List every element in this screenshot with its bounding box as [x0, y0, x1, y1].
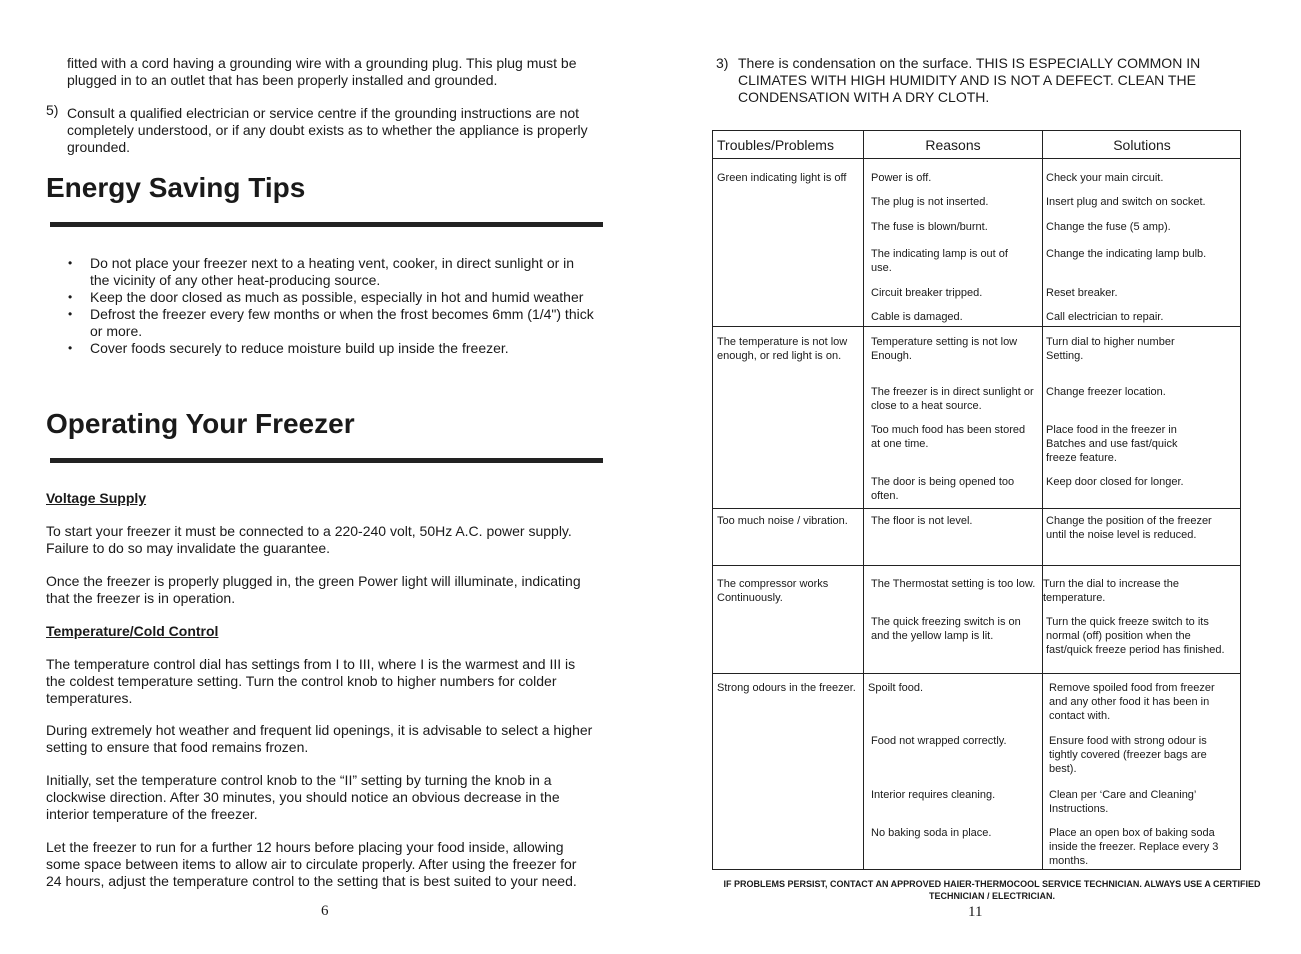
intro-paragraph: fitted with a cord having a grounding wire with a grounding plug. This plug must be plugged in to an outlet that has been properly installed and grounded.: [67, 55, 577, 88]
solution-cell: Reset breaker.: [1046, 287, 1118, 299]
reason-cell: Circuit breaker tripped.: [871, 287, 983, 299]
solution-cell: Clean per ‘Care and Cleaning’ Instructions.: [1049, 789, 1196, 815]
bullet: •: [68, 256, 73, 270]
solution-cell: Remove spoiled food from freezer and any other food it has been in contact with.: [1049, 682, 1215, 722]
solution-cell: Change the position of the freezer until the noise level is reduced.: [1046, 515, 1212, 541]
reason-cell: The fuse is blown/burnt.: [871, 221, 988, 233]
solution-cell: Call electrician to repair.: [1046, 311, 1164, 323]
solution-cell: Change the fuse (5 amp).: [1046, 221, 1171, 233]
solution-cell: Insert plug and switch on socket.: [1046, 196, 1206, 208]
reason-cell: Too much food has been stored at one time.: [871, 424, 1026, 450]
troubleshooting-table: [712, 130, 1241, 870]
list-item: • Cover foods securely to reduce moisture build up inside the freezer.: [68, 340, 509, 356]
solution-cell: Ensure food with strong odour is tightly covered (freezer bags are best).: [1049, 735, 1207, 775]
temperature-control-heading: Temperature/Cold Control: [46, 623, 219, 639]
reason-cell: The door is being opened too often.: [871, 476, 1015, 502]
reason-cell: The floor is not level.: [871, 515, 973, 527]
list-item: • Do not place your freezer next to a heating vent, cooker, in direct sunlight or in the vicinity of any other heat-producing source.: [68, 255, 575, 288]
page-number: 11: [968, 904, 983, 920]
table-divider: [713, 508, 1240, 509]
bullet: •: [68, 341, 73, 355]
reason-cell: Food not wrapped correctly.: [871, 735, 1007, 747]
reason-cell: No baking soda in place.: [871, 827, 992, 839]
heading-rule: [50, 222, 603, 227]
list-number: 3): [716, 55, 729, 71]
solution-cell: Place an open box of baking soda inside the freezer. Replace every 3 months.: [1049, 827, 1219, 867]
reason-cell: Temperature setting is not low Enough.: [871, 336, 1018, 362]
condensation-note: There is condensation on the surface. THIS IS ESPECIALLY COMMON IN CLIMATES WITH HIGH HUMIDITY AND IS NOT A DEFECT. CLEAN THE CONDENSATION WITH A DRY CLOTH.: [738, 55, 1201, 105]
solution-cell: Turn the dial to increase the temperature.: [1043, 578, 1179, 604]
problem-cell: Strong odours in the freezer.: [717, 682, 856, 694]
temperature-paragraph: During extremely hot weather and frequent lid openings, it is advisable to select a higher setting to ensure that food remains frozen.: [46, 722, 593, 755]
list-item: • Keep the door closed as much as possible, especially in hot and humid weather: [68, 289, 584, 305]
solution-cell: Keep door closed for longer.: [1046, 476, 1184, 488]
reason-cell: The freezer is in direct sunlight or close to a heat source.: [871, 386, 1034, 412]
solution-cell: Turn dial to higher number Setting.: [1046, 336, 1175, 362]
problem-cell: Too much noise / vibration.: [717, 515, 848, 527]
column-header-reasons: Reasons: [925, 137, 981, 153]
bullet: •: [68, 307, 73, 321]
list-item: • Defrost the freezer every few months or when the frost becomes 6mm (1/4") thick or more.: [68, 306, 594, 339]
reason-cell: The quick freezing switch is on and the yellow lamp is lit.: [871, 616, 1021, 642]
solution-cell: Turn the quick freeze switch to its normal (off) position when the fast/quick freeze period has finished.: [1046, 616, 1225, 656]
heading-rule: [50, 458, 603, 463]
grounding-instruction: Consult a qualified electrician or service centre if the grounding instructions are not completely understood, or if any doubt exists as to whether the appliance is properly grounded.: [67, 105, 588, 155]
table-divider: [863, 131, 864, 869]
reason-cell: Cable is damaged.: [871, 311, 963, 323]
table-divider: [713, 565, 1240, 566]
technician-warning: IF PROBLEMS PERSIST, CONTACT AN APPROVED HAIER-THERMOCOOL SERVICE TECHNICIAN. ALWAYS USE A CERTIFIED TECHNICIAN / ELECTRICIAN.: [723, 879, 1261, 901]
temperature-paragraph: Initially, set the temperature control knob to the “II” setting by turning the knob in a clockwise direction. After 30 minutes, you should notice an obvious decrease in the interior temperature of the freezer.: [46, 772, 560, 822]
list-number: 5): [46, 102, 59, 118]
temperature-paragraph: Let the freezer to run for a further 12 hours before placing your food inside, allowing some space between items to allow air to circulate properly. After using the freezer for 24 hours, adjust the temperature control to the setting that is best suited to your need.: [46, 839, 577, 889]
column-header-solutions: Solutions: [1113, 137, 1171, 153]
voltage-supply-heading: Voltage Supply: [46, 490, 147, 506]
column-header-problems: Troubles/Problems: [717, 137, 834, 153]
voltage-paragraph: Once the freezer is properly plugged in, the green Power light will illuminate, indicating that the freezer is in operation.: [46, 573, 581, 606]
table-divider: [713, 158, 1240, 159]
problem-cell: Green indicating light is off: [717, 172, 847, 184]
reason-cell: The indicating lamp is out of use.: [871, 248, 1008, 274]
table-divider: [1042, 131, 1043, 869]
solution-cell: Place food in the freezer in Batches and use fast/quick freeze feature.: [1046, 424, 1178, 464]
table-divider: [713, 326, 1240, 327]
problem-cell: The temperature is not low enough, or red light is on.: [717, 336, 848, 362]
bullet: •: [68, 290, 73, 304]
energy-saving-heading: Energy Saving Tips: [46, 172, 306, 203]
reason-cell: Interior requires cleaning.: [871, 789, 996, 801]
solution-cell: Change freezer location.: [1046, 386, 1166, 398]
temperature-paragraph: The temperature control dial has settings from I to III, where I is the warmest and III is the coldest temperature setting. Turn the control knob to higher numbers for colder temperatures.: [46, 656, 576, 706]
energy-tips-list: [46, 255, 596, 357]
table-divider: [713, 673, 1240, 674]
reason-cell: The plug is not inserted.: [871, 196, 989, 208]
voltage-paragraph: To start your freezer it must be connected to a 220-240 volt, 50Hz A.C. power supply. Failure to do so may invalidate the guarantee.: [46, 523, 572, 556]
problem-cell: The compressor works Continuously.: [717, 578, 829, 604]
reason-cell: Power is off.: [871, 172, 932, 184]
reason-cell: The Thermostat setting is too low.: [871, 578, 1036, 590]
solution-cell: Check your main circuit.: [1046, 172, 1164, 184]
page-number: 6: [321, 903, 329, 919]
operating-heading: Operating Your Freezer: [46, 408, 355, 439]
solution-cell: Change the indicating lamp bulb.: [1046, 248, 1207, 260]
reason-cell: Spoilt food.: [868, 682, 924, 694]
